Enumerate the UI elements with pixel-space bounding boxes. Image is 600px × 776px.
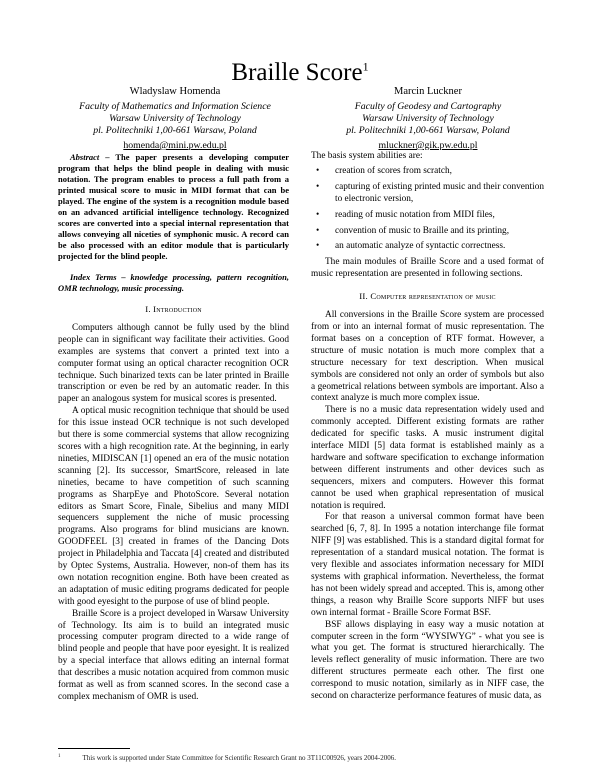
left-column (58, 152, 289, 704)
list-item: • reading of music notation from MIDI files, (316, 209, 495, 220)
title-footnote-mark: 1 (362, 59, 369, 74)
author-address: pl. Politechniki 1,00-661 Warsaw, Poland (93, 125, 257, 136)
abilities-list (311, 166, 544, 253)
list-item: • an automatic analyze of syntactic correctness. (316, 241, 506, 252)
abstract-lead: Abstract (70, 152, 100, 162)
section-heading-representation: II. Computer representation of music (359, 291, 496, 302)
list-item: • convention of music to Braille and its printing, (316, 225, 510, 236)
footnote-text: This work is supported under State Committee for Scientific Research Grant no 3T11C00926, years 2004-2006. (82, 754, 397, 763)
author-affiliation: Faculty of Mathematics and Information Science (79, 101, 271, 112)
paragraph: A optical music recognition technique that should be used for this issue instead OCR technique is not such developed but there is some commercial systems that allow recognizing scores with a high recognition rate. At the beginning, in early nineties, MIDISCAN [1] opened an era of the music notation scanning [2]. Its successor, SmartScore, released in late nineties, became to have competition of such scanning programs as SharpEye and PhotoScore. Several notation editors as Smart Score, Finale, Sibelius and many MIDI sequencers supplement the niche of music processing programs. Also programs for blind musicians are known. GOODFEEL [3] created in frames of the Dancing Dots project in Philadelphia and Taccata [4] created and distributed by Optec Systems, Australia. However, non-of them has its own notation recognition engine. Both have been created as an adaptation of music editing programs dedicated for people with good eyesight to the purpose of use of blind people. (58, 406, 289, 607)
paragraph: BSF allows displaying in easy way a music notation at computer screen in the form “WYSIWYG” - what you see is what you get. The format is structured hierarchically. The levels reflect generality of music information. There are two different structures permeate each other. The first one correspond to music notation, similarly as in NIFF case, the second on characterize performance features of music data, as (311, 619, 544, 702)
paragraph: The main modules of Braille Score and a used format of music representation are presented in following sections. (311, 257, 544, 280)
index-terms: Index Terms – knowledge processing, pattern recognition, OMR technology, music processing. (58, 272, 289, 293)
author-university: Warsaw University of Technology (109, 113, 241, 124)
abilities-intro: The basis system abilities are: (311, 151, 423, 161)
paragraph: Computers although cannot be fully used by the blind people can in significant way facilitate their activities. Good examples are systems that convert a printed text into a computer format using an optical character recognition OCR technique. Such binarized texts can be later printed in Braille transcription or even be red by an automatic reader. In this paper an analogous system for musical scores is presented. (58, 322, 289, 405)
bullet-icon: • (316, 209, 320, 220)
section-heading-introduction: I. Introduction (145, 304, 202, 314)
author-name: Marcin Luckner (394, 86, 462, 97)
abstract-text: – The paper presents a developing computer program that helps the blind people in dealing with music notation. The program enables to process a full path from a printed musical score to music in MIDI format that can be played. The engine of the system is a recognition module based on an advanced artificial intelligence technology. Recognized scores are converted into a special internal representation that allows conveying all niceties of symphonic music. A record can be also processed with an editor module that is particularly projected for the blind people. (58, 152, 289, 261)
paragraph: For that reason a universal common format have been searched [6, 7, 8]. In 1995 a notation interchange file format NIFF [9] was established. This is a standard digital format for representation of a standard musical notation. The format is very flexible and associates information necessary for MIDI systems with graphical information. Nevertheless, the format has not been widely spread and accepted. This is, among other things, a reason why Braille Score supports NIFF but uses own internal format - Braille Score Format BSF. (311, 512, 544, 618)
abstract (58, 152, 289, 262)
author-email-link[interactable]: mluckner@gik.pw.edu.pl (378, 140, 478, 151)
author-affiliation: Faculty of Geodesy and Cartography (354, 101, 502, 112)
paragraph: Braille Score is a project developed in Warsaw University of Technology. Its aim is to build an integrated music processing computer program directed to a wide range of blind people and people that have poor eyesight. It is realized by a special interface that allows editing an internal format that describes a music notation acquired from common music format as well as from scanned scores. In the second case a complex mechanism of OMR is used. (58, 608, 289, 702)
author-name: Wladyslaw Homenda (129, 86, 221, 97)
list-item: • capturing of existing printed music and their convention to electronic version, (316, 181, 544, 204)
author-block-homenda (60, 86, 290, 152)
list-item: • creation of scores from scratch, (316, 165, 452, 176)
footnote-divider (58, 748, 130, 749)
bullet-icon: • (316, 225, 320, 236)
title-text: Braille Score (231, 59, 363, 86)
footnote-mark: 1 (58, 754, 61, 759)
author-address: pl. Politechniki 1,00-661 Warsaw, Poland (346, 125, 510, 136)
author-block-luckner (312, 86, 544, 152)
paragraph: All conversions in the Braille Score system are processed from or into an internal format of music representation. The format bases on a conception of RTF format. However, a structure of music notation is much more complex that a structure necessary for text description. When musical symbols are considered not only an order of symbols but also a geometrical relations between symbols are important. Also a context analyze is much more complex issue. (311, 310, 544, 404)
footnote (58, 752, 538, 763)
author-university: Warsaw University of Technology (362, 113, 494, 124)
right-column (311, 151, 544, 703)
bullet-icon: • (316, 181, 320, 192)
bullet-icon: • (316, 241, 320, 252)
paper-title (0, 58, 600, 88)
author-email-link[interactable]: homenda@mini.pw.edu.pl (123, 140, 227, 151)
bullet-icon: • (316, 165, 320, 176)
paragraph: There is no a music data representation widely used and commonly accepted. Different existing formats are rather dedicated for specific tasks. A music instrument digital interface MIDI [5] data format is established mainly as a hardware and software specification to exchange information between different instruments and other devices such as sequencers, mixers and computers. However this format cannot be used when graphical representation of musical notation is required. (311, 405, 544, 511)
